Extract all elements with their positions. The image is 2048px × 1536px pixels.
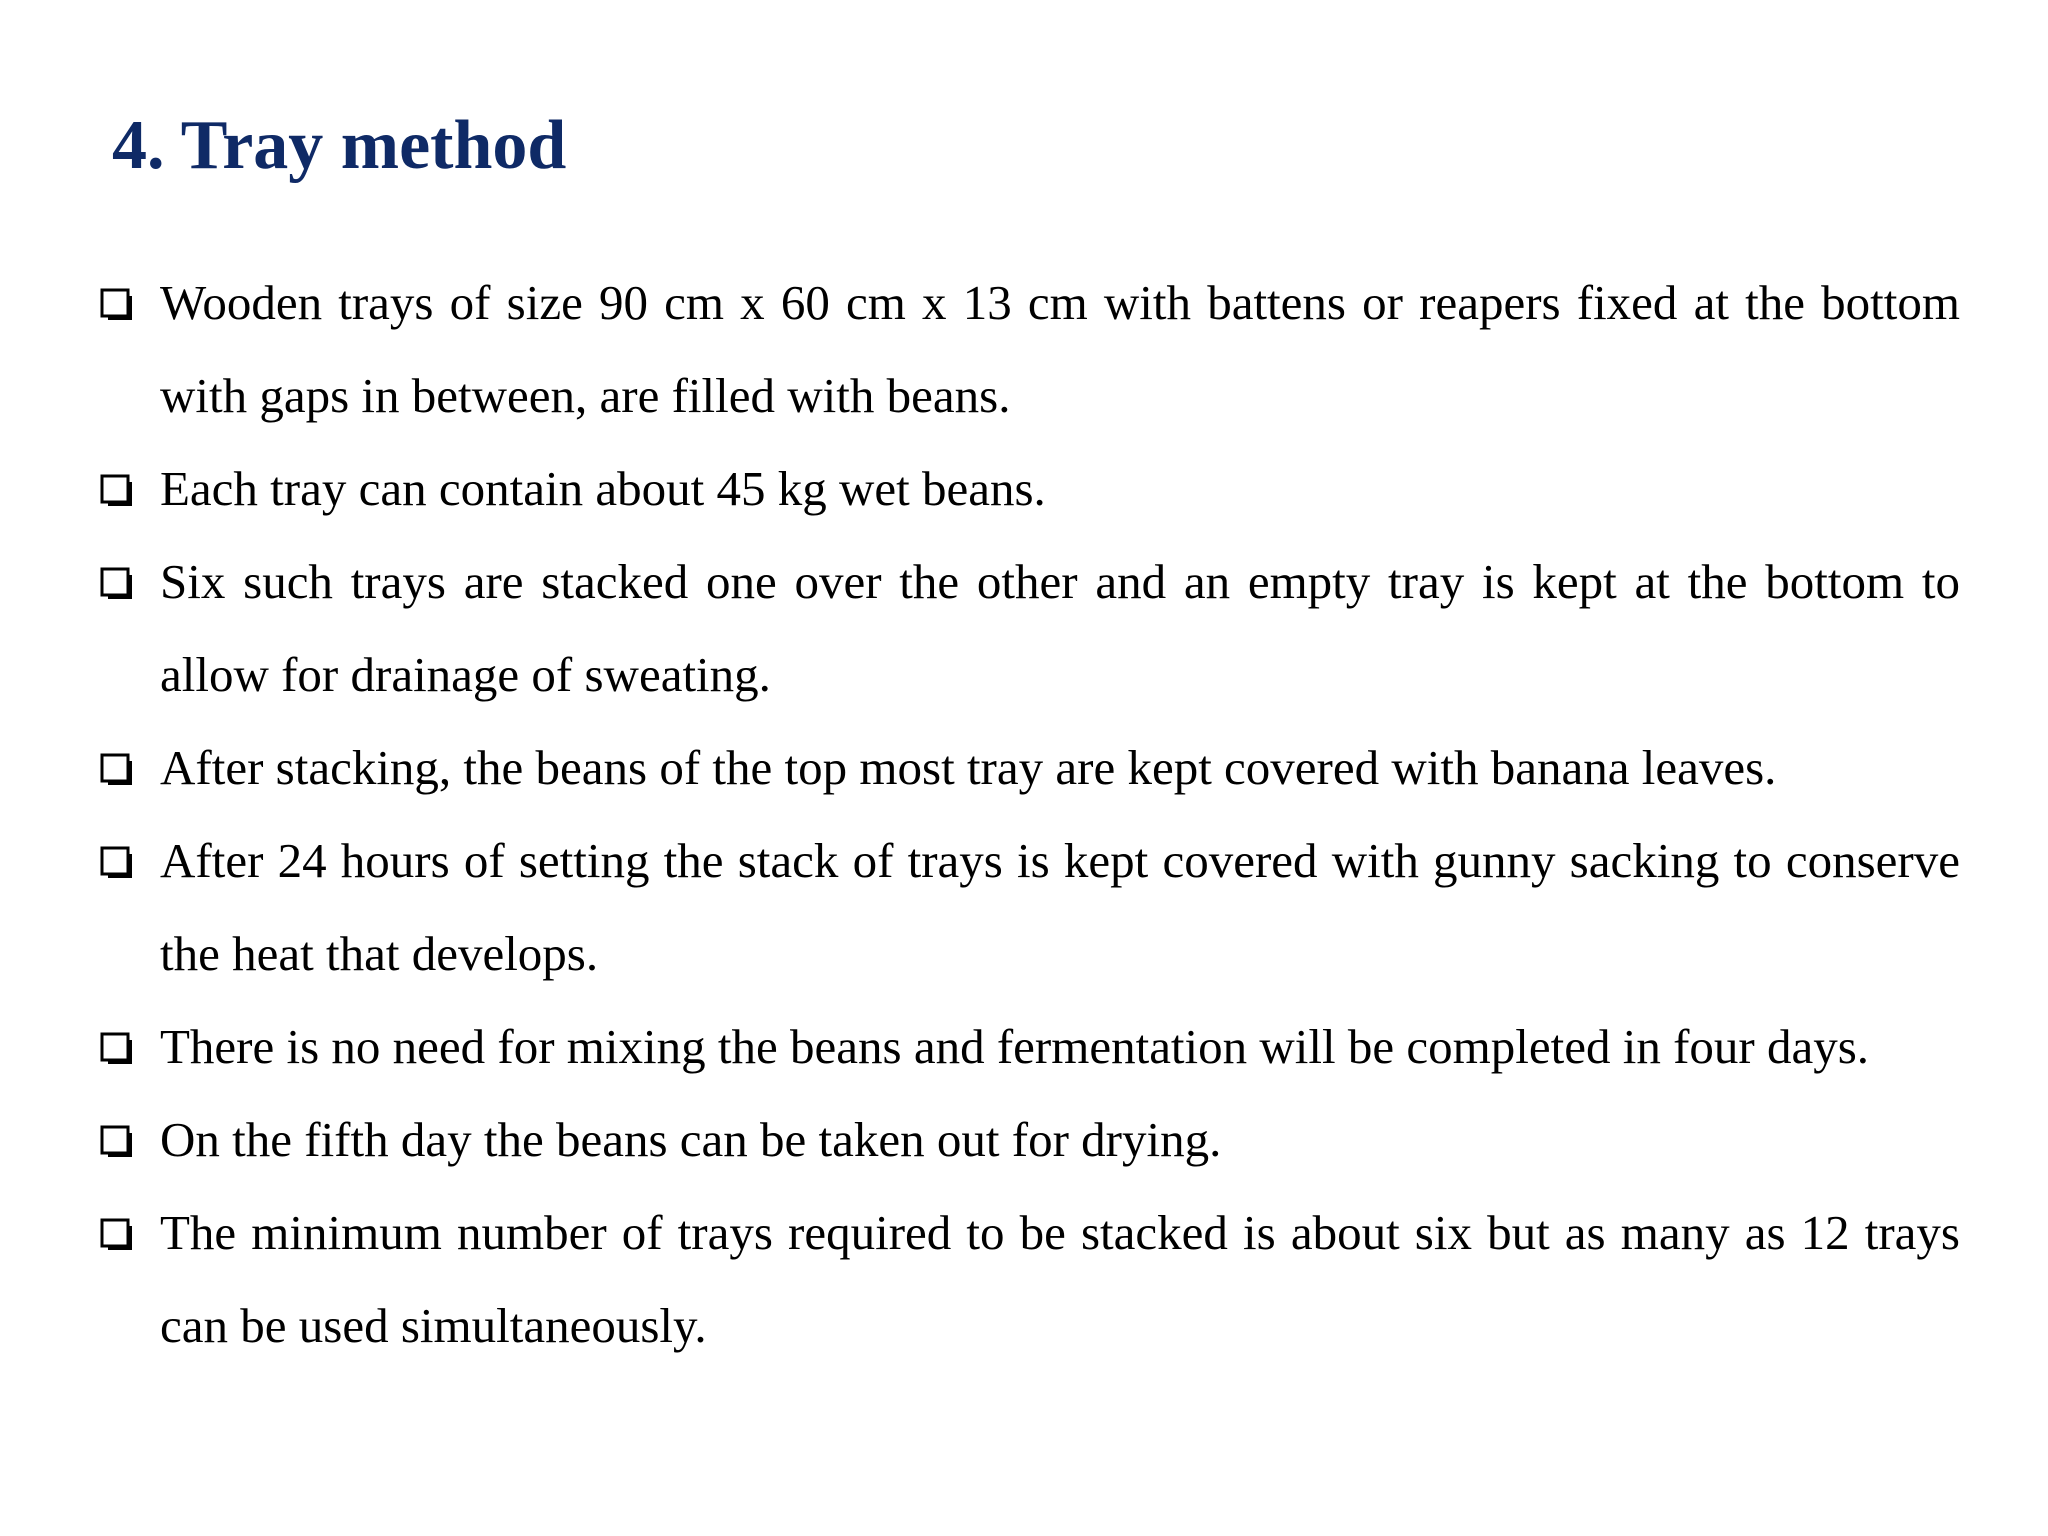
bullet-list <box>100 256 1960 1372</box>
bullet-item <box>100 256 1960 442</box>
bullet-item <box>100 814 1960 1000</box>
bullet-item <box>100 1000 1960 1093</box>
hollow-square-checkbox-icon <box>100 753 134 787</box>
hollow-square-checkbox-icon <box>100 1125 134 1159</box>
bullet-item <box>100 721 1960 814</box>
hollow-square-checkbox-icon <box>100 1218 134 1252</box>
slide-title: 4. Tray method <box>112 107 567 184</box>
hollow-square-checkbox-icon <box>100 846 134 880</box>
bullet-item <box>100 1093 1960 1186</box>
hollow-square-checkbox-icon <box>100 567 134 601</box>
bullet-text: Each tray can contain about 45 kg wet beans. <box>160 461 1046 516</box>
bullet-text: Six such trays are stacked one over the other and an empty tray is kept at the bottom to allow for drainage of sweating. <box>160 554 1960 702</box>
bullet-item <box>100 442 1960 535</box>
hollow-square-checkbox-icon <box>100 288 134 322</box>
hollow-square-checkbox-icon <box>100 1032 134 1066</box>
bullet-item <box>100 1186 1960 1372</box>
bullet-text: Wooden trays of size 90 cm x 60 cm x 13 cm with battens or reapers fixed at the bottom with gaps in between, are filled with beans. <box>160 275 1960 423</box>
bullet-text: After 24 hours of setting the stack of trays is kept covered with gunny sacking to conserve the heat that develops. <box>160 833 1960 981</box>
hollow-square-checkbox-icon <box>100 474 134 508</box>
bullet-text: The minimum number of trays required to be stacked is about six but as many as 12 trays can be used simultaneously. <box>160 1205 1960 1353</box>
bullet-text: After stacking, the beans of the top most tray are kept covered with banana leaves. <box>160 740 1777 795</box>
bullet-text: On the fifth day the beans can be taken out for drying. <box>160 1112 1222 1167</box>
bullet-text: There is no need for mixing the beans and fermentation will be completed in four days. <box>160 1019 1870 1074</box>
bullet-item <box>100 535 1960 721</box>
